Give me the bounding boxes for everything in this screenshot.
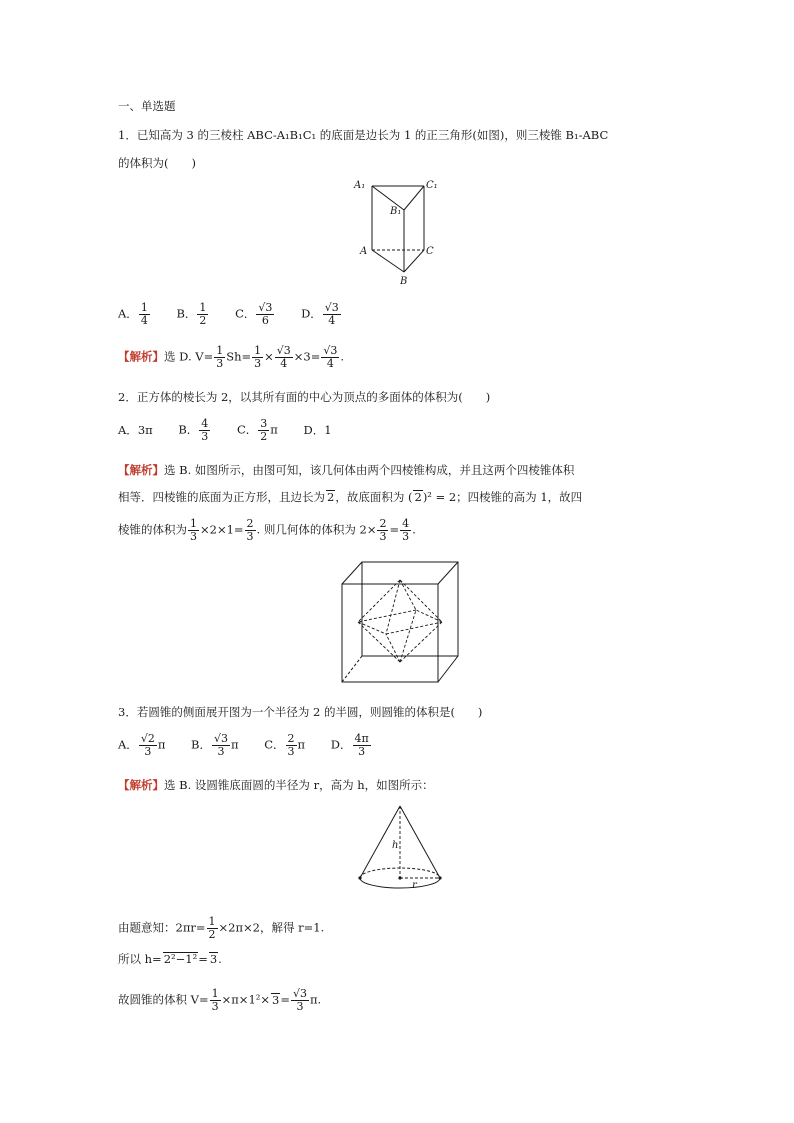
q2-option-d[interactable]: D．1 bbox=[303, 422, 332, 437]
section-title: 一、单选题 bbox=[118, 99, 176, 113]
analysis-label: 【解析】 bbox=[118, 778, 164, 792]
q2-analysis-line3: 棱锥的体积为 $\frac{1}{3}$ ×2×1= $\frac{2}{3}$ . 则几何体的体积为 2× $\frac{2}{3}$ = $\frac{4}{3}$ . bbox=[118, 517, 416, 543]
q2-text: 2．正方体的棱长为 2，以其所有面的中心为顶点的多面体的体积为( ) bbox=[118, 390, 491, 404]
q3-option-c[interactable]: C． $\frac{2}{3}$ π bbox=[264, 732, 306, 758]
q3-step1: 由题意知：2πr= $\frac{1}{2}$ ×2π×2，解得 r=1. bbox=[118, 915, 325, 941]
q1-option-c[interactable]: C． $\frac{√3}{6}$ bbox=[235, 301, 273, 327]
label-a: A bbox=[360, 246, 368, 257]
q2-cube-octahedron-figure bbox=[340, 560, 460, 684]
q1-option-a[interactable]: A． $\frac{1}{4}$ bbox=[118, 301, 148, 327]
q3-option-b[interactable]: B． $\frac{√3}{3}$ π bbox=[191, 732, 239, 758]
q2-analysis-line1: 【解析】选 B. 如图所示，由图可知，该几何体由两个四棱锥构成，并且这两个四棱锥体积 bbox=[118, 463, 575, 477]
q1-prism-figure bbox=[352, 176, 442, 288]
analysis-label: 【解析】 bbox=[118, 349, 164, 364]
q3-text: 3．若圆锥的侧面展开图为一个半径为 2 的半圆，则圆锥的体积是( ) bbox=[118, 705, 483, 719]
q3-option-a[interactable]: A． $\frac{√2}{3}$ π bbox=[118, 732, 166, 758]
q3-cone-figure bbox=[352, 802, 448, 894]
label-b1: B₁ bbox=[390, 206, 402, 217]
q3-analysis: 【解析】选 B. 设圆锥底面圆的半径为 r，高为 h，如图所示： bbox=[118, 778, 434, 792]
q3-option-d[interactable]: D． $\frac{4\pi}{3}$ bbox=[330, 732, 369, 758]
label-b: B bbox=[400, 276, 408, 287]
q1-option-b[interactable]: B． $\frac{1}{2}$ bbox=[176, 301, 207, 327]
label-h: h bbox=[392, 840, 399, 851]
analysis-label: 【解析】 bbox=[118, 463, 164, 477]
q1-analysis: 【解析】选 D. V= $\frac{1}{3}$ Sh= $\frac{1}{3}$ × $\frac{√3}{4}$ ×3= $\frac{√3}{4}$ . bbox=[118, 344, 345, 370]
q2-option-c[interactable]: C． $\frac{3}{2}$ π bbox=[236, 417, 278, 443]
q2-analysis-line2: 相等．四棱锥的底面为正方形，且边长为 2，故底面积为 ( 2)² = 2；四棱锥的高为 1，故四 bbox=[118, 490, 583, 504]
q3-options bbox=[118, 733, 394, 758]
q1-text-line1: 1．已知高为 3 的三棱柱 ABC-A₁B₁C₁ 的底面是边长为 1 的正三角形(如图)，则三棱锥 B₁-ABC bbox=[118, 128, 609, 142]
q3-step3: 故圆锥的体积 V= $\frac{1}{3}$ ×π×1²× 3= $\frac{√3}{3}$ π. bbox=[118, 987, 322, 1013]
q1-option-d[interactable]: D． $\frac{√3}{4}$ bbox=[301, 301, 339, 327]
q1-text-line2: 的体积为( ) bbox=[118, 156, 196, 170]
q2-option-a[interactable]: A．3π bbox=[118, 422, 153, 437]
label-a1: A₁ bbox=[354, 180, 366, 191]
label-r: r bbox=[412, 880, 417, 891]
q1-options bbox=[118, 302, 364, 327]
label-c: C bbox=[426, 246, 434, 257]
q2-option-b[interactable]: B． $\frac{4}{3}$ bbox=[178, 417, 209, 443]
label-c1: C₁ bbox=[426, 180, 438, 191]
q2-options bbox=[118, 418, 354, 443]
q3-step2: 所以 h= 2²−1²= 3. bbox=[118, 952, 222, 966]
